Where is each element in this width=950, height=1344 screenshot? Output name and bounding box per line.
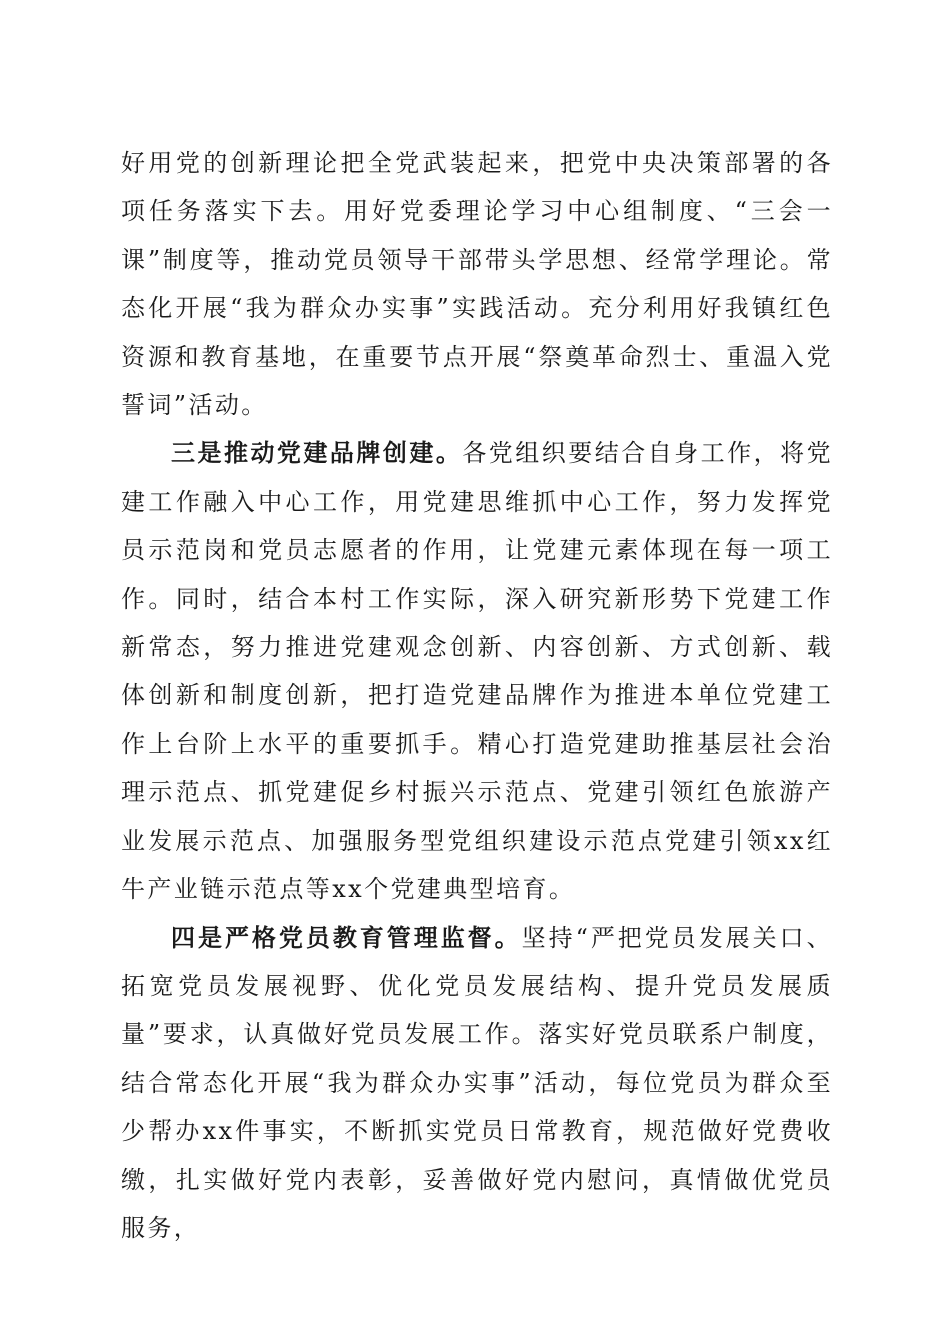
paragraph-heading: 三是推动党建品牌创建。 <box>171 438 463 468</box>
paragraph-text: 各党组织要结合自身工作，将党建工作融入中心工作，用党建思维抓中心工作，努力发挥党员示范岗和党员志愿者的作用，让党建元素体现在每一项工作。同时，结合本村工作实际，深入研究新形势下党建工作新常态，努力推进党建观念创新、内容创新、方式创新、载体创新和制度创新，把打造党建品牌作为推进本单位党建工作上台阶上水平的重要抓手。精心打造党建助推基层社会治理示范点、抓党建促乡村振兴示范点、党建引领红色旅游产业发展示范点、加强服务型党组织建设示范点党建引领xx红牛产业链示范点等xx个党建典型培育。 <box>121 439 833 904</box>
paragraph-text: 好用党的创新理论把全党武装起来，把党中央决策部署的各项任务落实下去。用好党委理论学习中心组制度、“三会一课”制度等，推动党员领导干部带头学思想、经常学理论。常态化开展“我为群众办实事”实践活动。充分利用好我镇红色资源和教育基地，在重要节点开展“祭奠革命烈士、重温入党誓词”活动。 <box>121 149 833 420</box>
paragraph-continuation <box>121 139 833 429</box>
paragraph-party-brand <box>121 429 833 913</box>
paragraph-member-supervision <box>121 914 833 1253</box>
document-page <box>121 139 833 1252</box>
paragraph-text: 坚持“严把党员发展关口、拓宽党员发展视野、优化党员发展结构、提升党员发展质量”要求，认真做好党员发展工作。落实好党员联系户制度，结合常态化开展“我为群众办实事”活动，每位党员为群众至少帮办xx件事实，不断抓实党员日常教育，规范做好党费收缴，扎实做好党内表彰，妥善做好党内慰问，真情做优党员服务， <box>121 923 833 1242</box>
paragraph-heading: 四是严格党员教育管理监督。 <box>171 922 522 952</box>
